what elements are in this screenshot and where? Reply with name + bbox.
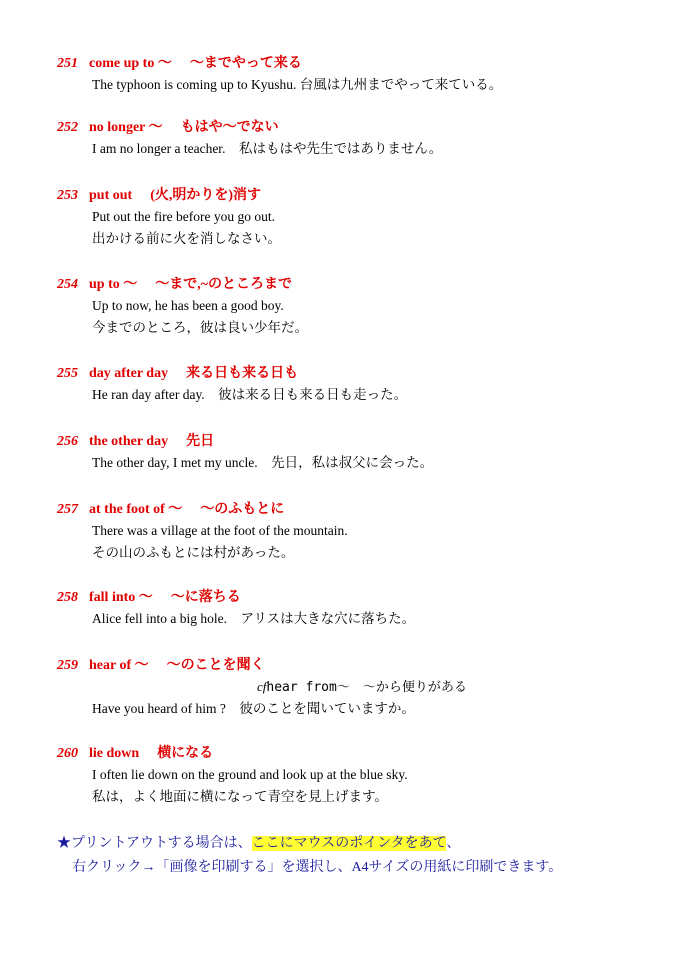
idiom-phrase: put out xyxy=(89,188,133,203)
idiom-meaning: ～に落ちる xyxy=(170,590,241,605)
entry-heading xyxy=(57,364,298,384)
example-sentence: There was a village at the foot of the mountain. xyxy=(92,523,348,538)
entry-number: 256 xyxy=(57,434,78,449)
example-sentence: I often lie down on the ground and look up at the blue sky. xyxy=(92,767,408,782)
print-instruction-line1 xyxy=(57,833,460,855)
entry-number: 253 xyxy=(57,188,78,203)
idiom-phrase: day after day xyxy=(89,366,169,381)
example-sentence: その山のふもとには村があった。 xyxy=(92,545,295,560)
idiom-phrase: come up to ～ xyxy=(89,56,172,71)
entry-heading xyxy=(57,118,279,138)
example-sentence: The other day, I met my uncle. 先日，私は叔父に会った。 xyxy=(92,455,434,470)
print-instruction-line2: 右クリック→「画像を印刷する」を選択し、A4サイズの用紙に印刷できます。 xyxy=(72,860,563,875)
entry-number: 251 xyxy=(57,56,78,71)
idiom-phrase: the other day xyxy=(89,434,169,449)
idiom-phrase: lie down xyxy=(89,746,140,761)
idiom-meaning: 横になる xyxy=(157,746,214,761)
example-sentence: Have you heard of him ? 彼のことを聞いていますか。 xyxy=(92,701,415,716)
idiom-phrase: no longer ～ xyxy=(89,120,163,135)
idiom-phrase: up to ～ xyxy=(89,277,138,292)
entry-heading xyxy=(57,500,284,520)
entry-heading xyxy=(57,588,241,608)
example-sentence: The typhoon is coming up to Kyushu. 台風は九州までやって来ている。 xyxy=(92,77,503,92)
example-sentence: 今までのところ，彼は良い少年だ。 xyxy=(92,320,308,335)
instruction-text: プリントアウトする場合は、 xyxy=(71,836,252,851)
idiom-phrase: at the foot of ～ xyxy=(89,502,183,517)
cf-text: hear from～ ～から便りがある xyxy=(266,680,467,695)
idiom-meaning: 先日 xyxy=(186,434,215,449)
instruction-comma: 、 xyxy=(446,836,461,851)
idiom-meaning: (火,明かりを)消す xyxy=(150,188,262,203)
example-sentence: Up to now, he has been a good boy. xyxy=(92,298,284,313)
idiom-meaning: ～まで,~のところまで xyxy=(155,277,293,292)
cf-note xyxy=(257,677,467,698)
entry-number: 254 xyxy=(57,277,78,292)
entry-number: 255 xyxy=(57,366,78,381)
example-sentence: He ran day after day. 彼は来る日も来る日も走った。 xyxy=(92,387,408,402)
entry-heading xyxy=(57,54,302,74)
entry-heading xyxy=(57,744,213,764)
example-sentence: Alice fell into a big hole. アリスは大きな穴に落ちた。 xyxy=(92,611,416,626)
entry-heading xyxy=(57,432,214,452)
highlighted-hover-target[interactable]: ここにマウスのポインタをあて xyxy=(251,836,447,851)
star-icon: ★ xyxy=(57,836,71,851)
example-sentence: Put out the fire before you go out. xyxy=(92,209,275,224)
idiom-phrase: fall into ～ xyxy=(89,590,153,605)
entry-number: 257 xyxy=(57,502,78,517)
example-sentence: 出かける前に火を消しなさい。 xyxy=(92,231,281,246)
idiom-meaning: ～のふもとに xyxy=(200,502,285,517)
entry-number: 258 xyxy=(57,590,78,605)
idiom-meaning: もはや～でない xyxy=(180,120,279,135)
entry-heading xyxy=(57,656,265,676)
entry-heading xyxy=(57,186,261,206)
cf-label: cf xyxy=(257,679,267,694)
idiom-meaning: 来る日も来る日も xyxy=(186,366,299,381)
entry-number: 260 xyxy=(57,746,78,761)
entry-number: 259 xyxy=(57,658,78,673)
example-sentence: I am no longer a teacher. 私はもはや先生ではありません。 xyxy=(92,141,443,156)
idiom-phrase: hear of ～ xyxy=(89,658,149,673)
idiom-meaning: ～のことを聞く xyxy=(166,658,265,673)
idiom-meaning: ～までやって来る xyxy=(189,56,302,71)
example-sentence: 私は，よく地面に横になって青空を見上げます。 xyxy=(92,789,388,804)
entry-number: 252 xyxy=(57,120,78,135)
entry-heading xyxy=(57,275,292,295)
